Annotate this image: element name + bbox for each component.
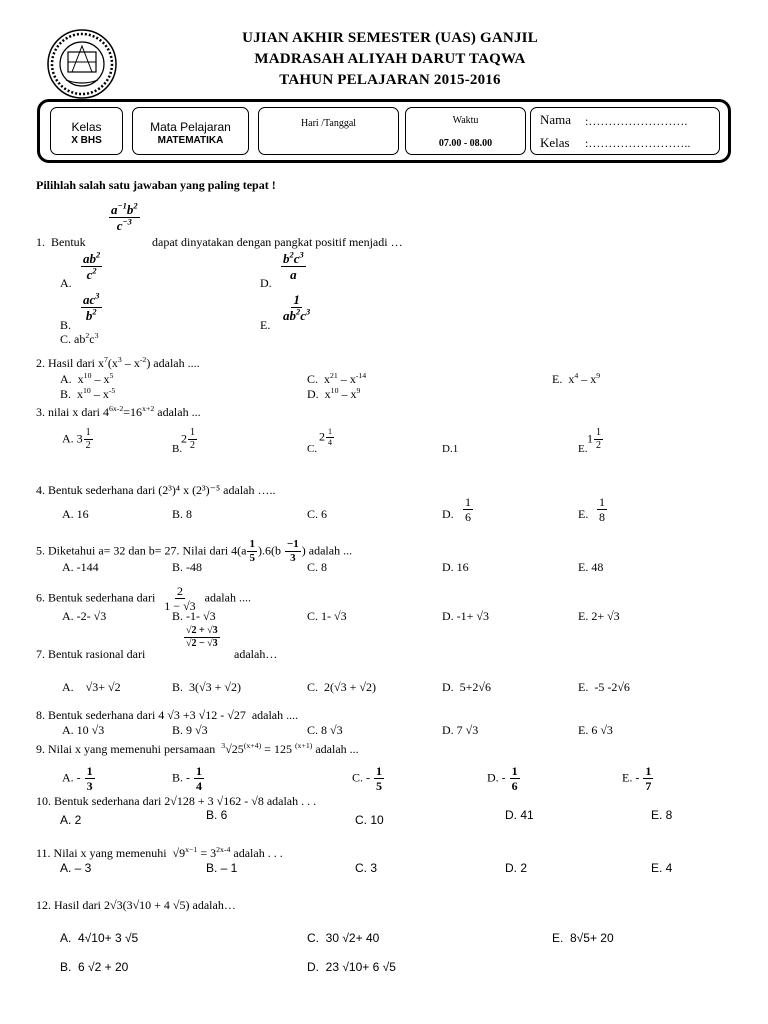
question-8: 8. Bentuk sederhana dari 4 √3 +3 √12 - √27 adalah .... (36, 708, 299, 722)
q12-option-c[interactable]: C. 30 √2+ 40 (307, 931, 380, 945)
q4-option-a[interactable]: A. 16 (62, 507, 89, 521)
question-4: 4. Bentuk sederhana dari (2³)⁴ x (2³)⁻⁵ adalah ….. (36, 483, 276, 497)
kelas-value: X BHS (71, 135, 102, 146)
q8-option-e[interactable]: E. 6 √3 (578, 723, 613, 737)
q3-option-a[interactable]: A. 3 $\frac{1}{2}$ (62, 427, 91, 451)
q2-option-e[interactable]: E. $x^4 - x^9$ (552, 371, 601, 386)
nama-field[interactable]: :……………………. (585, 114, 688, 128)
question-2: 2. Hasil dari $x^7(x^3 - x^{-2})$ adalah .... (36, 355, 200, 370)
q4-option-c[interactable]: C. 6 (307, 507, 328, 521)
q5-option-e[interactable]: E. 48 (578, 560, 604, 574)
q2-option-c[interactable]: C. $x^{21} - x^{-14}$ (307, 371, 367, 386)
question-5: 5. Diketahui a= 32 dan b= 27. Nilai dari 4(a $\frac{1}{5}$ ).6(b $\frac{-1}{3}$ ) adalah ... (36, 538, 353, 564)
q2-option-d[interactable]: D. $x^{10} - x^9$ (307, 386, 361, 401)
question-3: 3. nilai x dari $4^{6x-2}=16^{x+2}$ adalah ... (36, 404, 201, 419)
q9-option-b[interactable]: B. - $\frac{1}{4}$ (172, 764, 202, 793)
q11-option-e[interactable]: E. 4 (651, 861, 673, 875)
q1-option-d[interactable]: D. (260, 276, 272, 290)
school-name: MADRASAH ALIYAH DARUT TAQWA (254, 51, 526, 67)
question-1: 1. Bentuk (36, 235, 86, 249)
q6-option-c[interactable]: C. 1- √3 (307, 609, 347, 623)
hari-cell (258, 107, 399, 155)
q5-option-c[interactable]: C. 8 (307, 560, 328, 574)
q3-option-b[interactable]: 2 $\frac{1}{2}$ (172, 427, 195, 451)
q8-option-d[interactable]: D. 7 √3 (442, 723, 479, 737)
q11-option-b[interactable]: B. – 1 (206, 861, 238, 875)
q5-option-a[interactable]: A. -144 (62, 560, 99, 574)
q9-option-d[interactable]: D. - $\frac{1}{6}$ (487, 764, 518, 793)
q6-option-b[interactable]: B. -1- √3 (172, 609, 216, 623)
q7-option-d[interactable]: D. 5+2√6 (442, 680, 492, 694)
exam-title: UJIAN AKHIR SEMESTER (UAS) GANJIL (242, 30, 538, 46)
q4-option-e[interactable]: E. (578, 507, 589, 521)
q3-option-e[interactable]: 1 $\frac{1}{2}$ (578, 427, 601, 451)
waktu-label: Waktu (452, 115, 479, 126)
q12-option-a[interactable]: A. 4√10+ 3 √5 (60, 931, 139, 945)
q3-option-d[interactable]: D.1 (442, 443, 459, 455)
q1-option-c[interactable]: C. $ab^2c^3$ (60, 331, 99, 346)
q4-option-b[interactable]: B. 8 (172, 507, 193, 521)
q10-option-b[interactable]: B. 6 (206, 808, 228, 822)
question-12: 12. Hasil dari 2√3(3√10 + 4 √5) adalah… (36, 898, 236, 912)
q7-option-b[interactable]: B. 3(√3 + √2) (172, 680, 241, 694)
q7-option-e[interactable]: E. -5 -2√6 (578, 680, 630, 694)
q11-option-a[interactable]: A. – 3 (60, 861, 92, 875)
q1-option-a[interactable]: A. (60, 276, 72, 290)
q11-option-d[interactable]: D. 2 (505, 861, 528, 875)
academic-year: TAHUN PELAJARAN 2015-2016 (279, 72, 501, 88)
q9-option-e[interactable]: E. - $\frac{1}{7}$ (622, 764, 652, 793)
waktu-value: 07.00 - 08.00 (438, 138, 493, 149)
mapel-cell (132, 107, 249, 155)
q12-option-e[interactable]: E. 8√5+ 20 (552, 931, 614, 945)
question-9: 9. Nilai x yang memenuhi persamaan $^3√25^{(x+4)} = 125$ $^{(x+1)}$ adalah ... (36, 741, 359, 756)
q7-option-a[interactable]: A. √3+ √2 (62, 680, 121, 694)
q11-option-c[interactable]: C. 3 (355, 861, 378, 875)
kelas-cell (50, 107, 123, 155)
q1-option-b[interactable]: B. (60, 318, 72, 332)
q10-option-a[interactable]: A. 2 (60, 813, 82, 827)
q9-option-c[interactable]: C. - $\frac{1}{5}$ (352, 764, 382, 793)
mapel-label: Mata Pelajaran (150, 120, 231, 134)
q3-option-c[interactable]: 2 $\frac{1}{4}$ (307, 427, 332, 447)
q10-option-c[interactable]: C. 10 (355, 813, 384, 827)
identity-cell (530, 107, 720, 155)
q2-option-a[interactable]: A. $x^{10} - x^5$ (60, 371, 114, 386)
q8-option-b[interactable]: B. 9 √3 (172, 723, 208, 737)
q7-expression: $\frac{√2 + √3}{√2 - √3}$ (186, 625, 218, 649)
question-10: 10. Bentuk sederhana dari 2√128 + 3 √162 - √8 adalah . . . (36, 794, 317, 808)
q5-option-b[interactable]: B. -48 (172, 560, 202, 574)
q2-option-b[interactable]: B. $x^{10} - x^{-5}$ (60, 386, 116, 401)
instruction: Pilihlah salah satu jawaban yang paling tepat ! (36, 178, 276, 192)
nama-label: Nama (540, 112, 572, 127)
question-11: 11. Nilai x yang memenuhi $√9^{x-1} = 3^{2x-4}$ adalah . . . (36, 845, 283, 860)
q1-text: dapat dinyatakan dengan pangkat positif menjadi … (152, 235, 403, 249)
q5-option-d[interactable]: D. 16 (442, 560, 469, 574)
q6-option-d[interactable]: D. -1+ √3 (442, 609, 490, 623)
q10-option-e[interactable]: E. 8 (651, 808, 673, 822)
q1-expression: $\frac{a^{-1}b^2}{c^{-3}}$ (111, 200, 138, 233)
question-6: 6. Bentuk sederhana dari $\frac{2}{1 - √3}$ adalah .... (36, 584, 251, 613)
q12-option-b[interactable]: B. 6 √2 + 20 (60, 960, 129, 974)
kelas-label: Kelas (71, 120, 102, 134)
q9-option-a[interactable]: A. - $\frac{1}{3}$ (62, 764, 93, 793)
q8-option-c[interactable]: C. 8 √3 (307, 723, 343, 737)
q10-option-d[interactable]: D. 41 (505, 808, 534, 822)
q6-option-e[interactable]: E. 2+ √3 (578, 609, 620, 623)
waktu-cell (405, 107, 526, 155)
mapel-value: MATEMATIKA (157, 135, 224, 146)
hari-label: Hari /Tanggal (300, 118, 357, 129)
q1-option-e[interactable]: E. (260, 318, 271, 332)
question-7: 7. Bentuk rasional dari (36, 647, 146, 661)
q12-option-d[interactable]: D. 23 √10+ 6 √5 (307, 960, 396, 974)
q4-option-d[interactable]: D. (442, 507, 454, 521)
q8-option-a[interactable]: A. 10 √3 (62, 723, 105, 737)
q6-option-a[interactable]: A. -2- √3 (62, 609, 107, 623)
kelas2-label: Kelas (540, 135, 570, 150)
school-logo (46, 28, 118, 100)
q7-option-c[interactable]: C. 2(√3 + √2) (307, 680, 376, 694)
kelas2-field[interactable]: :…………………….. (585, 136, 691, 150)
